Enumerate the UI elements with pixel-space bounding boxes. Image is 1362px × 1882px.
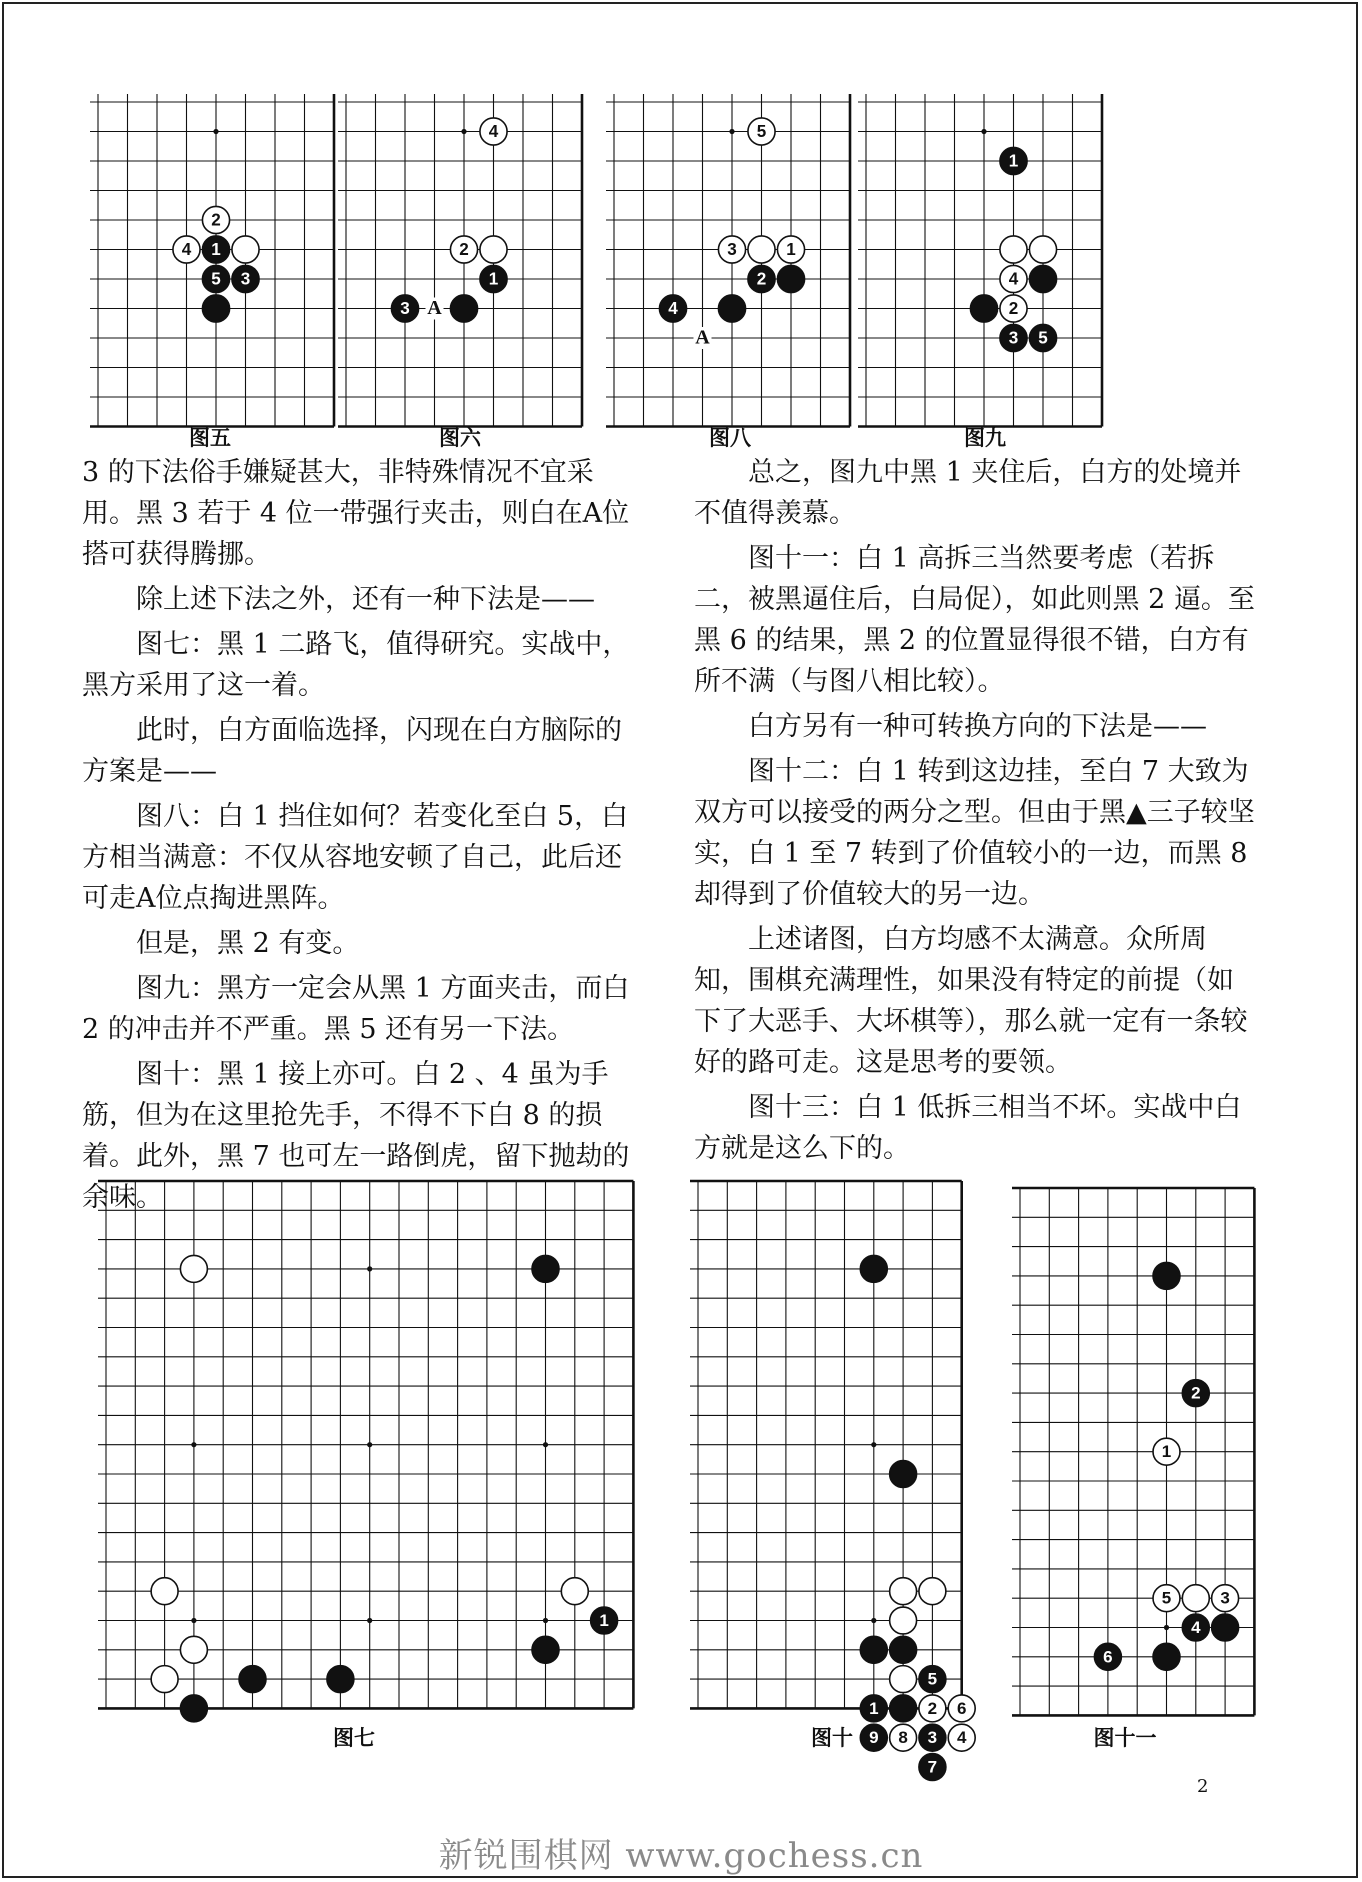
stone-label: 3 <box>727 240 737 260</box>
stone-label: 1 <box>1161 1442 1172 1462</box>
black-stone <box>180 1695 207 1722</box>
black-stone <box>532 1255 559 1282</box>
black-stone <box>919 1724 946 1751</box>
black-stone <box>890 1695 917 1722</box>
stone-label: 3 <box>1008 328 1019 348</box>
caption-fig11: 图十一 <box>1093 1726 1157 1750</box>
white-stone <box>1153 1438 1180 1465</box>
board-fig5 <box>82 86 350 443</box>
star-point <box>191 1442 196 1447</box>
left-column <box>82 452 644 1222</box>
paragraph: 图八：白 1 挡住如何？若变化至白 5，白方相当满意：不仅从容地安顿了自己，此后还可走A位点掏进黑阵。 <box>82 801 629 914</box>
black-stone <box>1153 1262 1180 1289</box>
black-stone <box>480 265 507 292</box>
black-stone <box>718 295 745 322</box>
black-stone <box>1182 1614 1209 1641</box>
stone-label: 4 <box>668 299 678 319</box>
black-stone <box>591 1607 618 1634</box>
stone-label: 2 <box>1191 1383 1201 1403</box>
white-stone <box>748 236 775 263</box>
white-stone <box>180 1255 207 1282</box>
paragraph: 图十：黑 1 接上亦可。白 2 、4 虽为手筋，但为在这里抢先手，不得不下白 8 的损着。此外，黑 7 也可左一路倒虎，留下抛劫的余味。 <box>82 1059 630 1213</box>
white-stone <box>173 236 200 263</box>
stone-label: 4 <box>956 1728 967 1748</box>
caption-fig8: 图八 <box>709 426 751 450</box>
white-stone <box>777 236 804 263</box>
board-fig11 <box>1004 1172 1270 1731</box>
white-stone <box>1212 1585 1239 1612</box>
star-point <box>871 1618 876 1623</box>
white-stone <box>1153 1585 1180 1612</box>
stone-label: 1 <box>1008 151 1019 171</box>
stone-label: 7 <box>927 1757 938 1777</box>
paragraph: 但是，黑 2 有变。 <box>136 928 360 959</box>
white-stone <box>180 1636 207 1663</box>
right-column <box>694 452 1258 1173</box>
stone-label: 2 <box>211 210 221 230</box>
black-stone <box>1000 147 1027 174</box>
black-stone <box>202 265 229 292</box>
white-stone <box>202 206 229 233</box>
caption-fig7: 图七 <box>333 1726 375 1750</box>
stone-label: 2 <box>927 1698 938 1718</box>
white-stone <box>890 1578 917 1605</box>
paragraph: 图十一：白 1 高拆三当然要考虑（若拆二，被黑逼住后，白局促），如此则黑 2 逼。至黑 6 的结果，黑 2 的位置显得很不错，白方有所不满（与图八相比较）。 <box>694 543 1255 697</box>
star-point <box>981 129 986 134</box>
star-point <box>543 1618 548 1623</box>
stone-label: 3 <box>400 299 410 319</box>
star-point <box>1164 1625 1169 1630</box>
white-stone <box>1000 236 1027 263</box>
paragraph: 此时，白方面临选择，闪现在白方脑际的方案是—— <box>82 715 622 787</box>
white-stone <box>480 236 507 263</box>
paragraph: 3 的下法俗手嫌疑甚大，非特殊情况不宜采用。黑 3 若于 4 位一带强行夹击，则白在A位搭可获得腾挪。 <box>82 457 630 570</box>
star-point <box>871 1442 876 1447</box>
paragraph: 图十二：白 1 转到这边挂，至白 7 大致为双方可以接受的两分之型。但由于黑▲三子较坚实，白 1 至 7 转到了价值较小的一边，而黑 8 却得到了价值较大的另一边。 <box>694 756 1255 910</box>
black-stone <box>890 1461 917 1488</box>
black-stone <box>919 1666 946 1693</box>
stone-label: 2 <box>756 269 767 289</box>
stone-label: 6 <box>1103 1647 1113 1667</box>
stone-label: 5 <box>211 269 221 289</box>
black-stone <box>1153 1643 1180 1670</box>
stone-label: 3 <box>1220 1588 1230 1608</box>
white-stone <box>1029 236 1056 263</box>
white-stone <box>890 1666 917 1693</box>
stone-label: 1 <box>211 240 221 260</box>
paragraph: 图九：黑方一定会从黑 1 方面夹击，而白 2 的冲击并不严重。黑 5 还有另一下法。 <box>82 973 630 1045</box>
white-stone <box>151 1578 178 1605</box>
white-stone <box>948 1724 975 1751</box>
black-stone <box>327 1666 354 1693</box>
stone-label: 9 <box>869 1728 879 1748</box>
stone-label: 4 <box>1191 1617 1201 1637</box>
star-point <box>367 1618 372 1623</box>
board-fig7 <box>90 1165 649 1724</box>
white-stone <box>232 236 259 263</box>
black-stone <box>1000 324 1027 351</box>
black-stone <box>860 1695 887 1722</box>
caption-fig9: 图九 <box>964 426 1006 450</box>
star-point <box>729 129 734 134</box>
black-stone <box>890 1636 917 1663</box>
black-stone <box>239 1666 266 1693</box>
stone-label: 2 <box>1008 299 1019 319</box>
paragraph: 除上述下法之外，还有一种下法是—— <box>136 584 595 615</box>
point-mark-label: A <box>695 326 710 349</box>
white-stone <box>1000 295 1027 322</box>
stone-label: 1 <box>599 1610 609 1630</box>
stone-label: 1 <box>488 269 499 289</box>
board-fig8 <box>598 86 866 443</box>
white-stone <box>480 118 507 145</box>
star-point <box>461 129 466 134</box>
black-stone <box>391 295 418 322</box>
page-number: 2 <box>1197 1776 1209 1797</box>
watermark: 新锐围棋网 www.gochess.cn <box>438 1836 924 1876</box>
black-stone <box>450 295 477 322</box>
stone-label: 5 <box>1038 328 1048 348</box>
black-stone <box>970 295 997 322</box>
stone-label: 1 <box>786 240 796 260</box>
paragraph: 上述诸图，白方均感不太满意。众所周知，围棋充满理性，如果没有特定的前提（如下了大恶手、大坏棋等），那么就一定有一条较好的路可走。这是思考的要领。 <box>694 924 1248 1078</box>
stone-label: 4 <box>181 240 192 260</box>
star-point <box>213 129 218 134</box>
stone-label: 4 <box>1008 269 1019 289</box>
white-stone <box>919 1578 946 1605</box>
black-stone <box>860 1255 887 1282</box>
stone-label: 6 <box>956 1698 967 1718</box>
white-stone <box>561 1578 588 1605</box>
star-point <box>367 1442 372 1447</box>
black-stone <box>202 295 229 322</box>
board-fig9 <box>850 86 1118 443</box>
star-point <box>543 1442 548 1447</box>
stone-label: 3 <box>240 269 251 289</box>
caption-fig6: 图六 <box>439 426 481 450</box>
paragraph: 白方另有一种可转换方向的下法是—— <box>748 711 1207 742</box>
white-stone <box>718 236 745 263</box>
black-stone <box>232 265 259 292</box>
black-stone <box>532 1636 559 1663</box>
stone-label: 5 <box>756 122 767 142</box>
stone-label: 5 <box>1161 1588 1172 1608</box>
white-stone <box>1000 265 1027 292</box>
white-stone <box>890 1607 917 1634</box>
stone-label: 2 <box>459 240 469 260</box>
star-point <box>367 1266 372 1271</box>
board-fig6 <box>330 86 598 443</box>
black-stone <box>919 1754 946 1781</box>
stone-label: 8 <box>898 1728 908 1748</box>
stone-label: 5 <box>927 1669 938 1689</box>
paragraph: 总之，图九中黑 1 夹住后，白方的处境并不值得羡慕。 <box>694 457 1242 529</box>
point-mark-label: A <box>427 297 442 320</box>
black-stone <box>777 265 804 292</box>
black-stone <box>1094 1643 1121 1670</box>
paragraph: 图七：黑 1 二路飞，值得研究。实战中，黑方采用了这一着。 <box>82 629 630 701</box>
black-stone <box>202 236 229 263</box>
stone-label: 1 <box>869 1698 879 1718</box>
white-stone <box>151 1666 178 1693</box>
black-stone <box>748 265 775 292</box>
caption-fig5: 图五 <box>189 426 231 450</box>
black-stone <box>860 1636 887 1663</box>
black-stone <box>1212 1614 1239 1641</box>
black-stone <box>1029 324 1056 351</box>
star-point <box>191 1618 196 1623</box>
white-stone <box>890 1724 917 1751</box>
white-stone <box>948 1695 975 1722</box>
stone-label: 4 <box>488 122 499 142</box>
stone-label: 3 <box>927 1728 938 1748</box>
white-stone <box>1182 1585 1209 1612</box>
white-stone <box>919 1695 946 1722</box>
black-stone <box>1182 1380 1209 1407</box>
white-stone <box>748 118 775 145</box>
paragraph: 图十三：白 1 低拆三相当不坏。实战中白方就是这么下的。 <box>694 1092 1242 1164</box>
black-stone <box>1029 265 1056 292</box>
black-stone <box>659 295 686 322</box>
caption-fig10: 图十 <box>811 1726 853 1750</box>
white-stone <box>450 236 477 263</box>
